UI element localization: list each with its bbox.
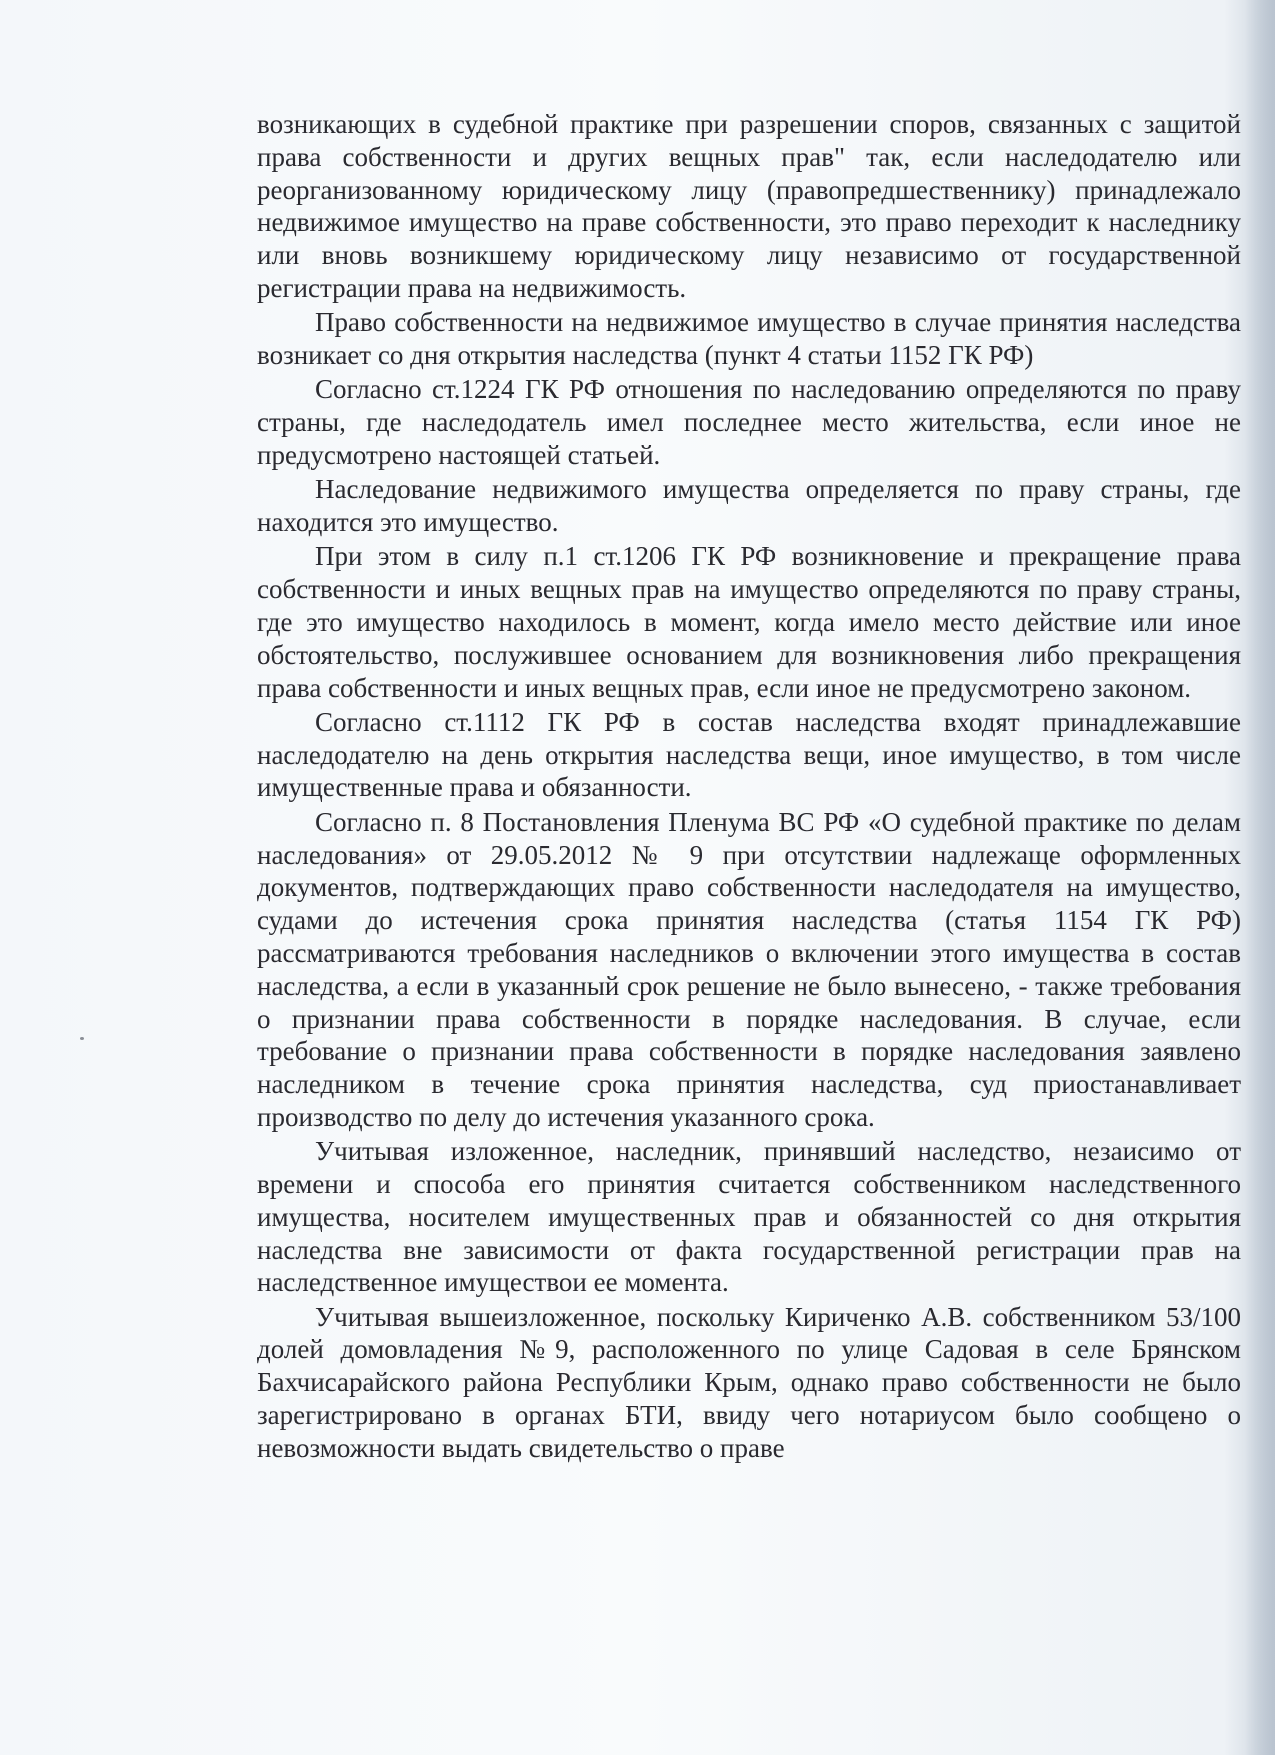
paragraph-continuation: возникающих в судебной практике при разрешении споров, связанных с защитой права собственности и других вещных прав" так, если наследодателю или реорганизованному юридическому лицу (правопредшественнику) принадлежало недвижимое имущество на праве собственности, это право переходит к наследнику или вновь возникшему юридическому лицу независимо от государственной регистрации права на недвижимость.	[257, 109, 1241, 303]
paragraph-heir-conclusion: Учитывая изложенное, наследник, принявший наследство, незаисимо от времени и способа его принятия считается собственником наследственного имущества, носителем имущественных прав и обязанностей со дня открытия наследства вне зависимости от факта государственной регистрации прав на наследственное имуществои ее момента.	[257, 1136, 1241, 1298]
paragraph-article-1206: При этом в силу п.1 ст.1206 ГК РФ возникновение и прекращение права собственности и иных вещных прав на имущество определяются по праву страны, где это имущество находилось в момент, когда имело место действие или иное обстоятельство, послужившее основанием для возникновения либо прекращения права собственности и иных вещных прав, если иное не предусмотрено законом.	[257, 541, 1241, 703]
paragraph-ownership-right: Право собственности на недвижимое имущество в случае принятия наследства возникает со дня открытия наследства (пункт 4 статьи 1152 ГК РФ)	[257, 307, 1241, 371]
paragraph-kirichenko: Учитывая вышеизложенное, поскольку Кириченко А.В. собственником 53/100 долей домовладения №9, расположенного по улице Садовая в селе Брянском Бахчисарайского района Республики Крым, однако право собственности не было зарегистрировано в органах БТИ, ввиду чего нотариусом было сообщено о невозможности выдать свидетельство о праве	[257, 1301, 1241, 1463]
page-edge-shadow	[1245, 0, 1275, 1755]
paragraph-plenum-resolution: Согласно п. 8 Постановления Пленума ВС РФ «О судебной практике по делам наследования» от 29.05.2012 № 9 при отсутствии надлежаще оформленных документов, подтверждающих право собственности наследодателя на имущество, судами до истечения срока принятия наследства (статья 1154 ГК РФ) рассматриваются требования наследников о включении этого имущества в состав наследства, а если в указанный срок решение не было вынесено, - также требования о признании права собственности в порядке наследования. В случае, если требование о признании права собственности в порядке наследования заявлено наследником в течение срока принятия наследства, суд приостанавливает производство по делу до истечения указанного срока.	[257, 806, 1241, 1132]
paragraph-article-1224: Согласно ст.1224 ГК РФ отношения по наследованию определяются по праву страны, где наследодатель имел последнее место жительства, если иное не предусмотрено настоящей статьей.	[257, 374, 1241, 470]
paragraph-real-estate-inheritance: Наследование недвижимого имущества определяется по праву страны, где находится это имущество.	[257, 474, 1241, 538]
scan-speck	[80, 1037, 84, 1040]
paragraph-article-1112: Согласно ст.1112 ГК РФ в состав наследства входят принадлежавшие наследодателю на день открытия наследства вещи, иное имущество, в том числе имущественные права и обязанности.	[257, 706, 1241, 803]
document-body	[257, 108, 1241, 1466]
